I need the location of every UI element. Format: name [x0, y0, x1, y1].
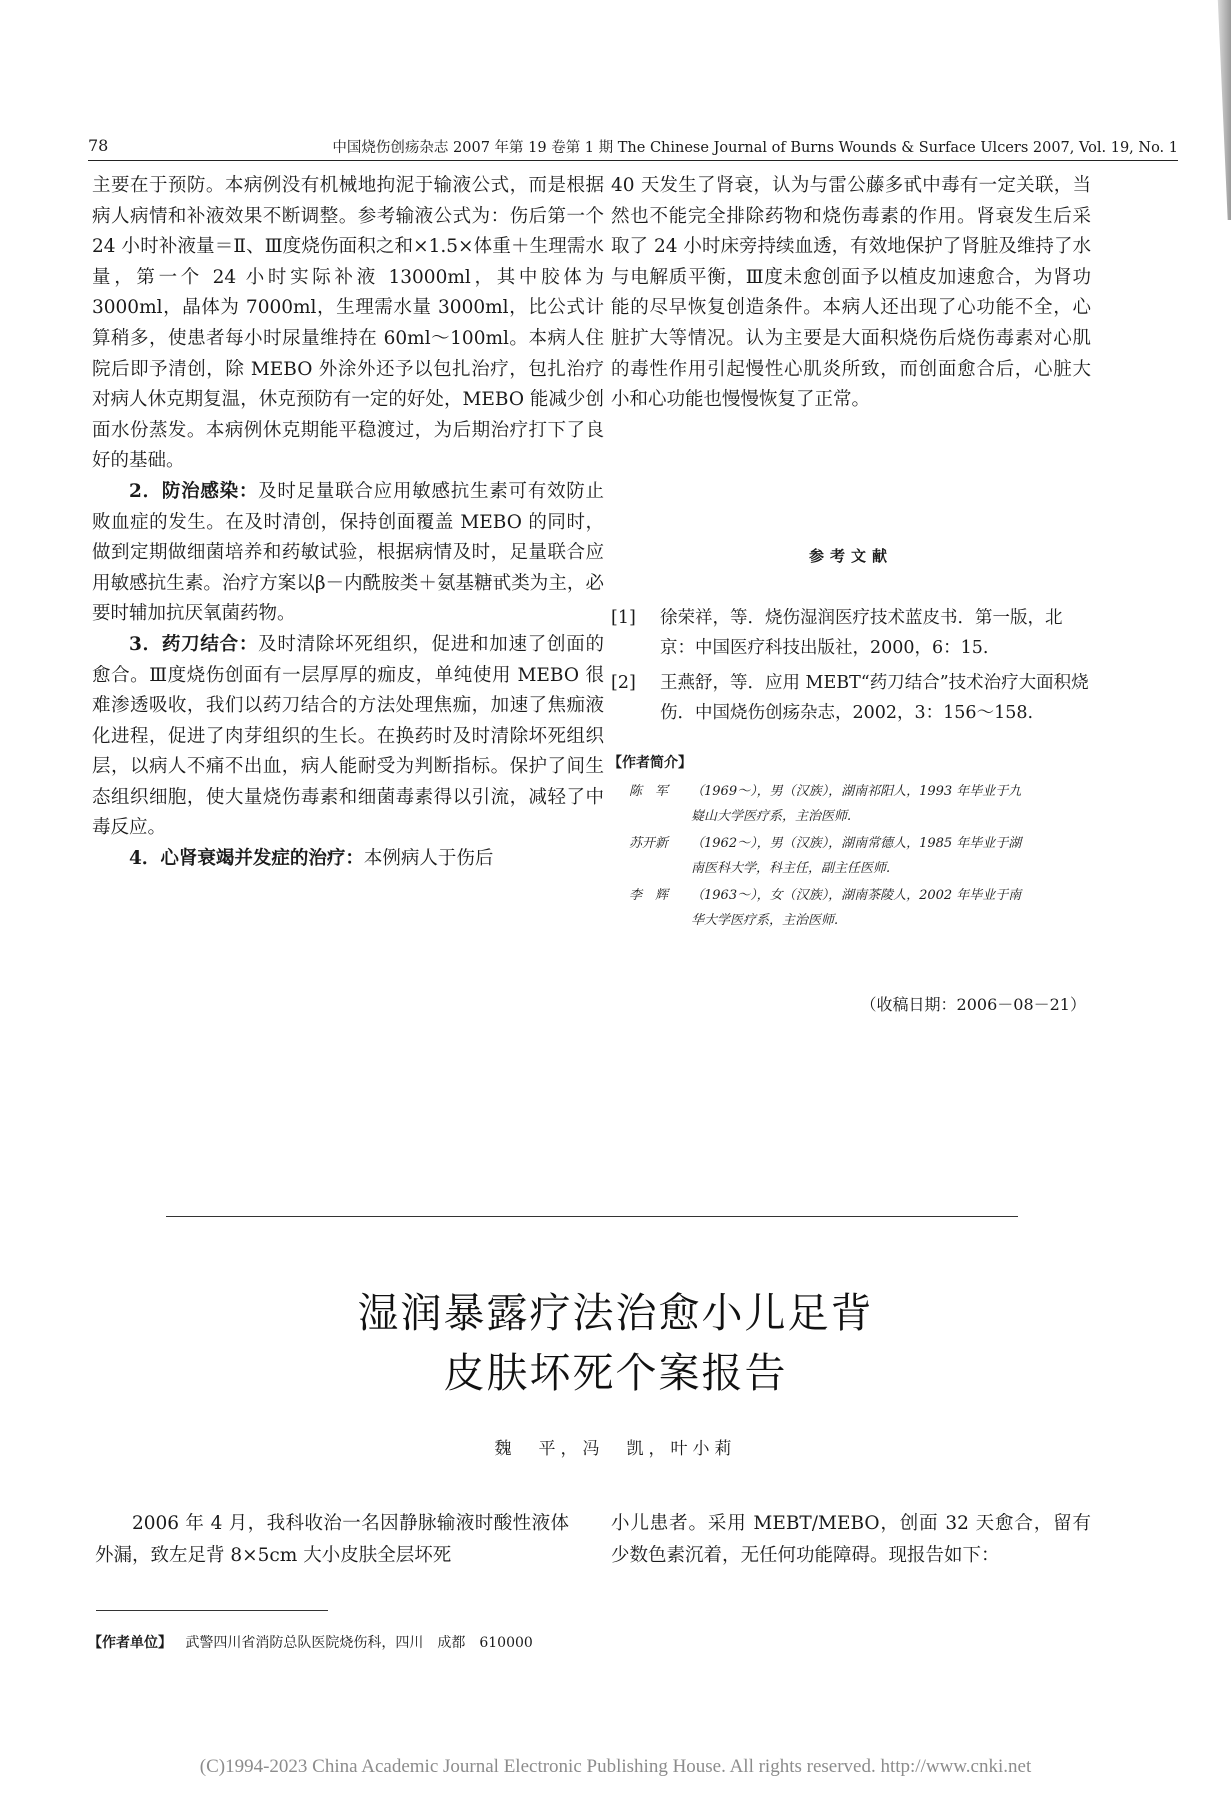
copyright-footer: (C)1994-2023 China Academic Journal Electronic Publishing House. All rights reserved. http://www.cnki.net — [199, 1756, 1032, 1777]
bio-name: 陈 军 — [629, 784, 669, 799]
right-column — [611, 171, 1091, 416]
section-4-body: 本例病人于伤后 — [363, 848, 494, 870]
author-bios-list — [611, 780, 1091, 936]
author-affiliation — [88, 1632, 533, 1652]
left-column — [92, 171, 604, 875]
scan-edge-shadow — [1209, 0, 1231, 220]
intro-right-text: 小儿患者。采用 MEBT/MEBO，创面 32 天愈合，留有少数色素沉着，无任何功能障碍。现报告如下： — [611, 1513, 1091, 1566]
bio-line-2: 华大学医疗系，主治医师. — [691, 912, 839, 928]
intro-right — [611, 1508, 1091, 1572]
page-number: 78 — [88, 136, 109, 155]
author-bio — [611, 832, 1091, 881]
article-divider — [166, 1216, 1018, 1217]
references-heading: 参考文献 — [808, 547, 893, 565]
bio-line-1: （1962～），男（汉族），湖南常德人，1985 年毕业于湖 — [691, 836, 1022, 851]
bio-name: 苏开新 — [629, 836, 669, 851]
received-date: （收稿日期：2006－08－21） — [860, 995, 1086, 1014]
reference-item — [611, 603, 1091, 663]
reference-item — [611, 668, 1091, 728]
reference-text: 徐荣祥，等．烧伤湿润医疗技术蓝皮书．第一版，北京：中国医疗科技出版社，2000，6：15. — [660, 608, 1063, 658]
section-2-heading: 2．防治感染： — [129, 480, 259, 502]
section-4-heading: 4．心肾衰竭并发症的治疗： — [129, 848, 364, 870]
bio-line-2: 南医科大学，科主任，副主任医师. — [691, 860, 891, 876]
left-paragraph-1: 主要在于预防。本病例没有机械地拘泥于输液公式，而是根据病人病情和补液效果不断调整。参考输液公式为：伤后第一个 24 小时补液量＝Ⅱ、Ⅲ度烧伤面积之和×1.5×体重＋生理需水量，第一个 24 小时实际补液 13000ml，其中胶体为 3000ml，晶体为 7000ml，生理需水量 3000ml，比公式计算稍多，使患者每小时尿量维持在 60ml～100ml。本病人住院后即予清创，除 MEBO 外涂外还予以包扎治疗，包扎治疗对病人休克期复温，休克预防有一定的好处，MEBO 能减少创面水份蒸发。本病例休克期能平稳渡过，为后期治疗打下了良好的基础。 — [92, 175, 604, 472]
author-bios-heading: 【作者简介】 — [608, 755, 692, 771]
affiliation-label: 【作者单位】 — [88, 1635, 172, 1651]
article-title-line-1: 湿润暴露疗法治愈小儿足背 — [357, 1289, 874, 1337]
section-2-body: 及时足量联合应用敏感抗生素可有效防止败血症的发生。在及时清创，保持创面覆盖 MEBO 的同时，做到定期做细菌培养和药敏试验，根据病情及时，足量联合应用敏感抗生素。治疗方案以β－内酰胺类＋氨基糖甙类为主，必要时辅加抗厌氧菌药物。 — [92, 480, 604, 625]
reference-number: [1] — [611, 608, 636, 628]
intro-left — [95, 1508, 569, 1572]
bio-line-1: （1963～），女（汉族），湖南茶陵人，2002 年毕业于南 — [691, 888, 1022, 903]
header-rule — [88, 160, 1178, 161]
right-paragraph-1: 40 天发生了肾衰，认为与雷公藤多甙中毒有一定关联，当然也不能完全排除药物和烧伤毒素的作用。肾衰发生后采取了 24 小时床旁持续血透，有效地保护了肾脏及维持了水与电解质平衡，Ⅲ度未愈创面予以植皮加速愈合，为肾功能的尽早恢复创造条件。本病人还出现了心功能不全，心脏扩大等情况。认为主要是大面积烧伤后烧伤毒素对心肌的毒性作用引起慢性心肌炎所致，而创面愈合后，心脏大小和心功能也慢慢恢复了正常。 — [611, 175, 1091, 411]
author-bio — [611, 780, 1091, 829]
references-list — [611, 603, 1091, 733]
bio-name: 李 辉 — [629, 888, 669, 903]
section-3-body: 及时清除坏死组织，促进和加速了创面的愈合。Ⅲ度烧伤创面有一层厚厚的痂皮，单纯使用 MEBO 很难渗透吸收，我们以药刀结合的方法处理焦痂，加速了焦痂液化进程，促进了肉芽组织的生长。在换药时及时清除坏死组织层，以病人不痛不出血，病人能耐受为判断指标。保护了间生态组织细胞，使大量烧伤毒素和细菌毒素得以引流，减轻了中毒反应。 — [92, 633, 604, 839]
reference-text: 王燕舒，等．应用 MEBT“药刀结合”技术治疗大面积烧伤．中国烧伤创疡杂志，2002，3：156～158. — [660, 673, 1089, 723]
article-title-line-2: 皮肤坏死个案报告 — [443, 1349, 788, 1397]
article-authors: 魏 平，冯 凯，叶小莉 — [494, 1439, 737, 1459]
author-bio — [611, 884, 1091, 933]
intro-left-text: 2006 年 4 月，我科收治一名因静脉输液时酸性液体外漏，致左足背 8×5cm 大小皮肤全层坏死 — [95, 1513, 569, 1566]
reference-number: [2] — [611, 673, 636, 693]
section-3-heading: 3．药刀结合： — [129, 633, 259, 655]
bio-line-1: （1969～），男（汉族），湖南祁阳人，1993 年毕业于九 — [691, 784, 1022, 799]
journal-header: 中国烧伤创疡杂志 2007 年第 19 卷第 1 期 The Chinese Journal of Burns Wounds & Surface Ulcers 2007, Vol. 19, No. 1 — [332, 140, 1178, 156]
footnote-rule — [96, 1610, 328, 1611]
bio-line-2: 嶷山大学医疗系，主治医师. — [691, 808, 852, 824]
left-paragraph-3 — [92, 630, 604, 844]
left-paragraph-2 — [92, 477, 604, 630]
affiliation-text: 武警四川省消防总队医院烧伤科，四川 成都 610000 — [185, 1635, 533, 1651]
left-paragraph-4 — [92, 844, 604, 875]
running-header — [88, 136, 1178, 162]
